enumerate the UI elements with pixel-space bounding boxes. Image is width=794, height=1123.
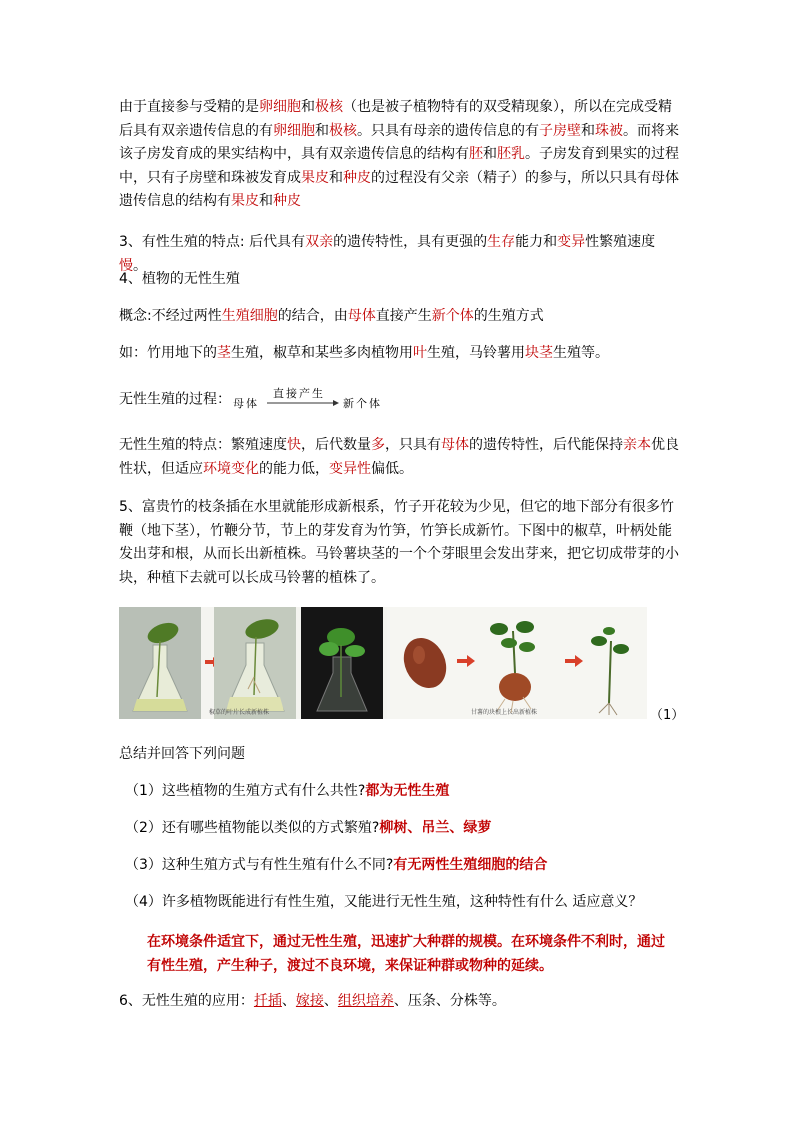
answer: 组织培养 bbox=[337, 993, 394, 1009]
caption-right: 甘薯的块根上长出新植株 bbox=[471, 709, 538, 716]
question-text: （3）这种生殖方式与有性生殖有什么不同? bbox=[125, 857, 394, 873]
question-text: （2）还有哪些植物能以类似的方式繁殖? bbox=[125, 820, 380, 836]
question-4 bbox=[125, 891, 685, 915]
answer: 新个体 bbox=[431, 308, 474, 324]
answer: 吊兰 bbox=[421, 820, 450, 836]
answer: 环境变化 bbox=[203, 460, 259, 477]
answer: 有无两性生殖细胞的结合 bbox=[393, 857, 548, 873]
text: 能力和 bbox=[515, 234, 558, 250]
question-1 bbox=[125, 780, 685, 804]
paragraph-examples bbox=[119, 342, 679, 366]
paragraph-examples-detail bbox=[119, 496, 679, 590]
process-diagram bbox=[231, 388, 391, 412]
answer: 胚乳 bbox=[497, 146, 525, 162]
question-text: （1）这些植物的生殖方式有什么共性? bbox=[125, 783, 366, 799]
paragraph-concept bbox=[119, 305, 679, 329]
text: 直接产生 bbox=[375, 308, 432, 324]
answer: 快 bbox=[287, 437, 301, 453]
answer: 双亲 bbox=[305, 234, 334, 250]
text: 。 bbox=[133, 257, 147, 274]
diagram-mid: 直接产生 bbox=[273, 387, 325, 400]
text: 生殖，椒草和某些多肉植物用 bbox=[231, 345, 413, 361]
separator: 、 bbox=[281, 993, 296, 1009]
text: 6、无性生殖的应用： bbox=[119, 993, 254, 1009]
answer: 亲本 bbox=[623, 437, 651, 453]
answer: 果皮 bbox=[301, 169, 329, 186]
plant-propagation-figure bbox=[119, 607, 647, 719]
text: 生殖等。 bbox=[553, 345, 609, 361]
answer: 生存 bbox=[487, 234, 516, 250]
text: 性繁殖速度 bbox=[585, 234, 656, 250]
answer: 卵细胞 bbox=[259, 99, 301, 115]
answer: 极核 bbox=[329, 122, 357, 139]
text: 。子房发育到果实的过程中，只有子房壁和珠被发育成 bbox=[119, 146, 679, 186]
paragraph-asexual-features bbox=[119, 434, 679, 481]
heading-asexual bbox=[119, 268, 679, 292]
text: 和 bbox=[581, 122, 595, 139]
answer: 种皮 bbox=[273, 193, 301, 209]
answer: 珠被 bbox=[595, 122, 623, 139]
arrow-right-icon bbox=[267, 399, 339, 407]
text: 和 bbox=[259, 193, 273, 209]
answer: 果皮 bbox=[231, 193, 259, 209]
answer: 都为无性生殖 bbox=[365, 783, 450, 799]
text: 如：竹用地下的 bbox=[119, 345, 217, 361]
answer: 叶 bbox=[413, 345, 427, 361]
text: 的遗传特性，后代能保持 bbox=[469, 437, 623, 453]
text: 无性生殖的特点：繁殖速度 bbox=[119, 437, 287, 453]
text: 概念:不经过两性 bbox=[119, 308, 222, 324]
photo-sweet-potato bbox=[387, 607, 647, 719]
paragraph-fertilization bbox=[119, 96, 679, 214]
answer: 多 bbox=[371, 437, 385, 453]
text: （也是被子植物特有的双受精现象），所以在完成受精后具有双亲遗传信息的有 bbox=[119, 99, 672, 139]
text: 由于直接参与受精的是 bbox=[119, 99, 259, 115]
answer: 卵细胞 bbox=[273, 122, 315, 139]
answer: 子房壁 bbox=[539, 122, 581, 139]
question-text: （4）许多植物既能进行有性生殖，又能进行无性生殖，这种特性有什么 适应意义？ bbox=[125, 894, 643, 910]
text: 生殖，马铃薯用 bbox=[427, 345, 525, 361]
answer-4 bbox=[147, 930, 677, 978]
diagram-right: 新个体 bbox=[343, 397, 382, 410]
answer: 种皮 bbox=[343, 169, 371, 186]
paragraph-process bbox=[119, 388, 679, 413]
photo-flask-leaf-1 bbox=[119, 607, 201, 719]
separator: 、 bbox=[407, 820, 422, 836]
new-plant-icon bbox=[301, 607, 383, 719]
text: 5、富贵竹的枝条插在水里就能形成新根系，竹子开花较为少见，但它的地下部分有很多竹鞭（地下茎），竹鞭分节，节上的芽发育为竹笋，竹笋长成新竹。下图中的椒草，叶柄处能发出芽和根，从而长出新植株。马铃薯块茎的一个个芽眼里会发出芽来，把它切成带芽的小块，种植下去就可以长成马铃薯的植株了。 bbox=[119, 499, 679, 586]
text: 。只具有母亲的遗传信息的有 bbox=[357, 122, 539, 139]
separator: 、 bbox=[449, 820, 464, 836]
text: 和 bbox=[329, 169, 343, 186]
text: 的能力低， bbox=[259, 460, 329, 477]
paragraph-applications bbox=[119, 990, 679, 1014]
text: 的过程没有父亲（精子）的参与，所以只具有母体遗传信息的结构有 bbox=[119, 169, 679, 209]
diagram-left: 母体 bbox=[233, 397, 259, 410]
text: 和 bbox=[315, 122, 329, 139]
answer: 变异性 bbox=[329, 460, 371, 477]
answer: 母体 bbox=[441, 437, 469, 453]
answer: 茎 bbox=[217, 345, 231, 361]
answer: 扦插 bbox=[253, 993, 282, 1009]
text: 和 bbox=[301, 99, 315, 115]
sweet-potato-icon bbox=[387, 607, 647, 719]
answer: 生殖细胞 bbox=[221, 308, 278, 324]
text: 。而将来该子房发育成的果实结构中，具有双亲遗传信息的结构有 bbox=[119, 122, 679, 162]
text: 的结合，由 bbox=[277, 308, 348, 324]
answer: 柳树 bbox=[379, 820, 408, 836]
figure-label: （1） bbox=[650, 708, 685, 723]
text: 的生殖方式 bbox=[473, 308, 544, 324]
answer: 胚 bbox=[469, 146, 483, 162]
text: 总结并回答下列问题 bbox=[119, 746, 245, 762]
answer: 块茎 bbox=[525, 345, 553, 361]
question-3 bbox=[125, 854, 685, 878]
caption-left: 椒草的叶片长成新植株 bbox=[209, 709, 270, 716]
text: ，后代数量 bbox=[301, 437, 371, 453]
photo-flask-leaf-2 bbox=[214, 607, 296, 719]
answer: 慢 bbox=[119, 257, 133, 274]
text: 无性生殖的过程： bbox=[119, 391, 231, 408]
answer: 嫁接 bbox=[295, 993, 324, 1009]
question-2 bbox=[125, 817, 685, 841]
text: 、压条、分株等。 bbox=[393, 993, 506, 1009]
answer: 绿萝 bbox=[463, 820, 492, 836]
answer: 变异 bbox=[557, 234, 586, 250]
flask-sprout-icon bbox=[214, 607, 296, 719]
photo-flask-plant bbox=[301, 607, 383, 719]
text: 偏低。 bbox=[371, 460, 413, 477]
text: 4、植物的无性生殖 bbox=[119, 271, 240, 287]
answer: 极核 bbox=[315, 99, 343, 115]
text: 3、有性生殖的特点: 后代具有 bbox=[119, 234, 306, 250]
text: 和 bbox=[483, 146, 497, 162]
text: 的遗传特性，具有更强的 bbox=[333, 234, 488, 250]
text: ，只具有 bbox=[385, 437, 441, 453]
flask-leaf-icon bbox=[119, 607, 201, 719]
answer: 母体 bbox=[347, 308, 376, 324]
answer: 在环境条件适宜下，通过无性生殖，迅速扩大种群的规模。在环境条件不利时，通过有性生殖，产生种子，渡过不良环境，来保证种群或物种的延续。 bbox=[147, 934, 665, 974]
text: 优良性状，但适应 bbox=[119, 437, 679, 477]
summary-title bbox=[119, 743, 679, 767]
separator: 、 bbox=[323, 993, 338, 1009]
